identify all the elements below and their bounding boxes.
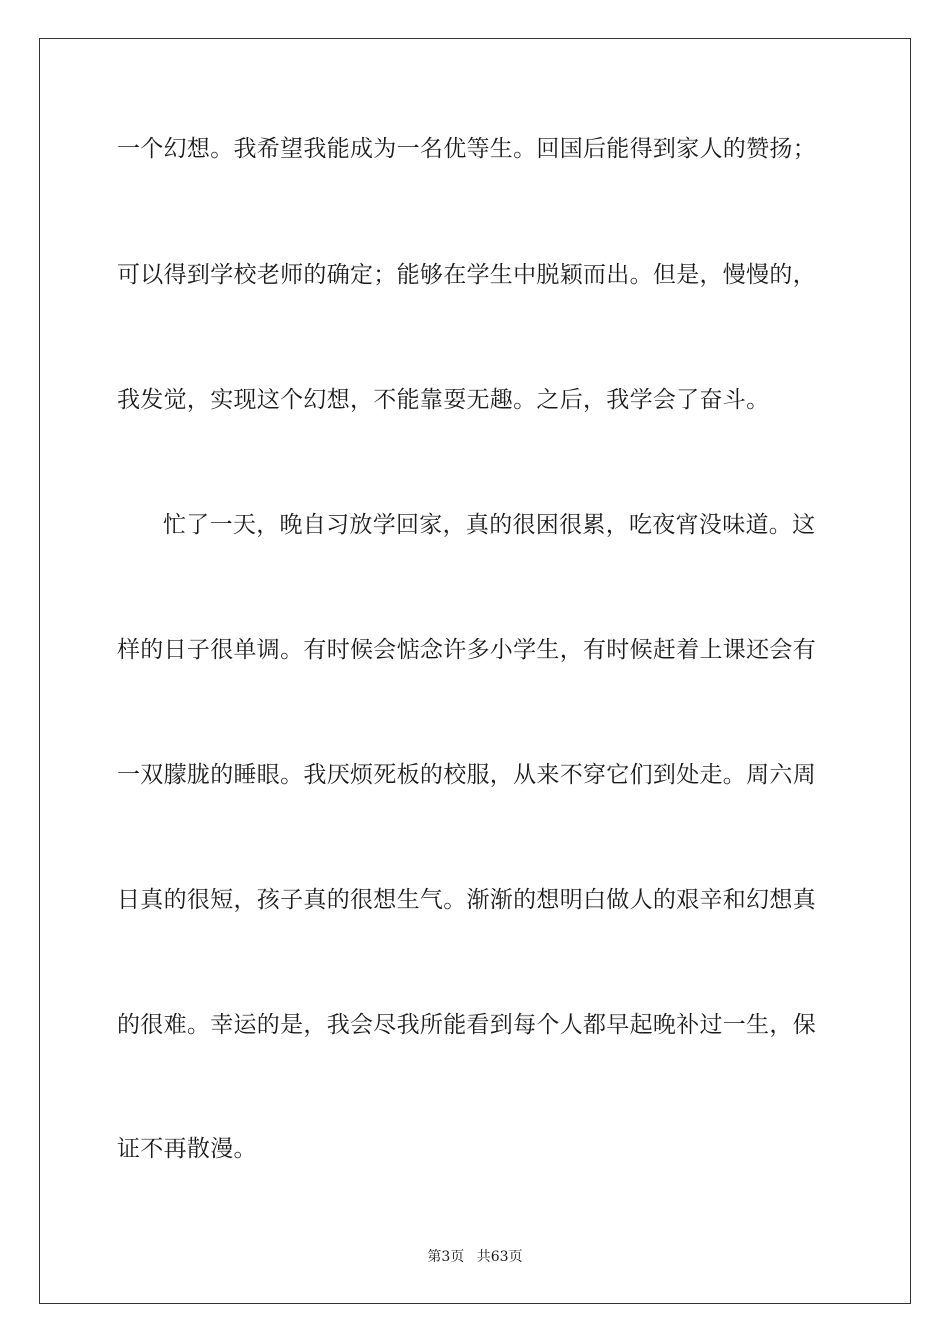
text-line: 一个幻想。我希望我能成为一名优等生。回国后能得到家人的赞扬； [117, 136, 816, 162]
page-border [39, 38, 911, 1304]
text-line: 样的日子很单调。有时候会惦念许多小学生，有时候赶着上课还会有 [117, 637, 816, 663]
total-pages: 共63页 [476, 1249, 523, 1265]
text-line: 一双朦胧的睡眼。我厌烦死板的校服，从来不穿它们到处走。周六周 [117, 762, 816, 788]
paragraph-first-line: 忙了一天，晚自习放学回家，真的很困很累，吃夜宵没味道。这 [163, 512, 816, 538]
text-line: 我发觉，实现这个幻想，不能靠耍无趣。之后，我学会了奋斗。 [117, 387, 770, 413]
text-line: 证不再散漫。 [117, 1136, 257, 1162]
text-line: 日真的很短，孩子真的很想生气。渐渐的想明白做人的艰辛和幻想真 [117, 887, 816, 913]
text-line: 的很难。幸运的是，我会尽我所能看到每个人都早起晚补过一生，保 [117, 1012, 816, 1038]
text-line: 可以得到学校老师的确定；能够在学生中脱颖而出。但是，慢慢的， [117, 262, 816, 288]
page-number: 第3页 [427, 1249, 465, 1265]
page-footer [0, 1247, 950, 1267]
